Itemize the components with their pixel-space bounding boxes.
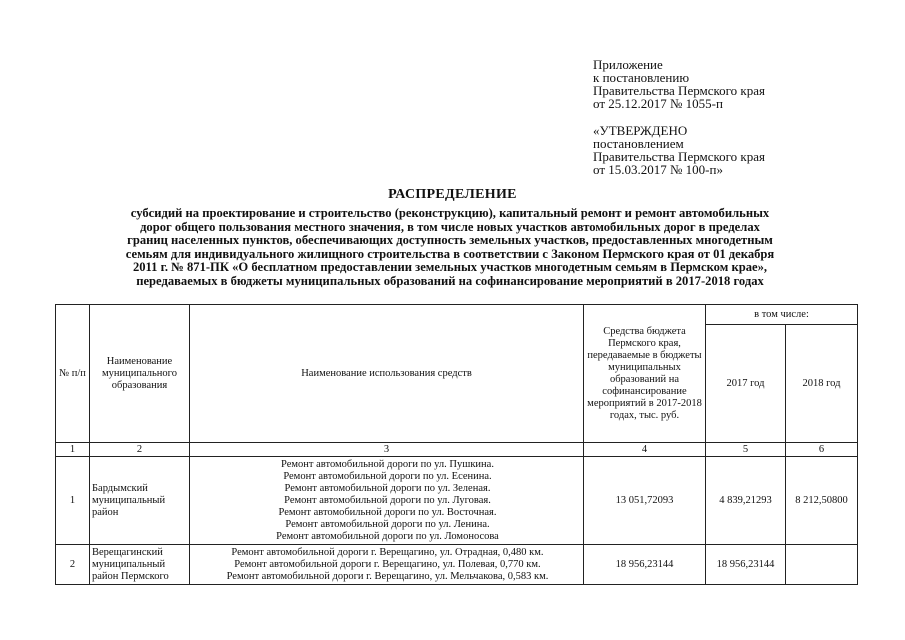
- table-row: [56, 545, 858, 585]
- row-purposes: [190, 457, 584, 545]
- subtitle-line: передаваемых в бюджеты муниципальных образований на софинансирование мероприятий в 2017-2018 годах: [136, 273, 764, 288]
- column-number: 1: [56, 443, 90, 457]
- column-number: 3: [190, 443, 584, 457]
- column-number-row: [56, 443, 858, 457]
- approval-line: Правительства Пермского края: [593, 149, 765, 164]
- header-purpose: Наименование использования средств: [190, 305, 584, 443]
- column-number: 6: [786, 443, 858, 457]
- row-2017: 4 839,21293: [706, 457, 786, 545]
- row-num: 2: [56, 545, 90, 585]
- document-title: РАСПРЕДЕЛЕНИЕ: [388, 187, 517, 202]
- row-2018: 8 212,50800: [786, 457, 858, 545]
- purpose-item: Ремонт автомобильной дороги г. Верещагино, ул. Отрадная, 0,480 км.: [231, 546, 544, 558]
- row-purposes: [190, 545, 584, 585]
- header-budget: Средства бюджета Пермского края, передаваемые в бюджеты муниципальных образований на софинансирование мероприятий в 2017-2018 годах, тыс. руб.: [584, 305, 706, 443]
- purpose-item: Ремонт автомобильной дороги г. Верещагино, ул. Мельчакова, 0,583 км.: [226, 570, 549, 582]
- purpose-item: Ремонт автомобильной дороги г. Верещагино, ул. Полевая, 0,770 км.: [234, 558, 541, 570]
- header-2018: 2018 год: [786, 325, 858, 443]
- purpose-item: Ремонт автомобильной дороги по ул. Зеленая.: [284, 482, 491, 494]
- row-total: 13 051,72093: [584, 457, 706, 545]
- header-num: № п/п: [56, 305, 90, 443]
- row-total: 18 956,23144: [584, 545, 706, 585]
- header-including: в том числе:: [706, 305, 858, 325]
- subtitle-line: дорог общего пользования местного значения, в том числе новых участков автомобильных дорог в пределах: [140, 219, 760, 234]
- column-number: 4: [584, 443, 706, 457]
- row-municipality: Верещагинский муниципальный район Пермского: [90, 545, 190, 585]
- row-2017: 18 956,23144: [706, 545, 786, 585]
- purpose-item: Ремонт автомобильной дороги по ул. Восточная.: [278, 506, 497, 518]
- subtitle-line: субсидий на проектирование и строительство (реконструкцию), капитальный ремонт и ремонт автомобильных: [130, 206, 770, 220]
- subtitle-line: границ населенных пунктов, обеспечивающих доступность земельных участков, предоставленных многодетным: [127, 233, 773, 248]
- purpose-item: Ремонт автомобильной дороги по ул. Ломоносова: [276, 530, 499, 542]
- header-2017: 2017 год: [706, 325, 786, 443]
- approval-line: от 15.03.2017 № 100-п»: [593, 162, 723, 177]
- approval-block: [593, 124, 765, 176]
- appendix-line: от 25.12.2017 № 1055-п: [593, 96, 723, 111]
- document-subtitle: [55, 207, 845, 289]
- table-row: [56, 457, 858, 545]
- purpose-item: Ремонт автомобильной дороги по ул. Пушкина.: [281, 458, 494, 470]
- row-num: 1: [56, 457, 90, 545]
- appendix-block: [593, 58, 765, 110]
- purpose-item: Ремонт автомобильной дороги по ул. Луговая.: [284, 494, 491, 506]
- approval-line: «УТВЕРЖДЕНО: [593, 123, 688, 138]
- appendix-line: Правительства Пермского края: [593, 83, 765, 98]
- subtitle-line: семьям для индивидуального жилищного строительства в соответствии с Законом Пермского края от 01 декабря: [125, 246, 775, 261]
- appendix-line: Приложение: [593, 57, 663, 72]
- column-number: 2: [90, 443, 190, 457]
- row-municipality: Бардымский муниципальный район: [90, 457, 190, 545]
- header-municipality: Наименование муниципального образования: [90, 305, 190, 443]
- distribution-table: [55, 304, 858, 585]
- subtitle-line: 2011 г. № 871-ПК «О бесплатном предоставлении земельных участков многодетным семьям в Пермском крае»,: [132, 260, 768, 275]
- purpose-item: Ремонт автомобильной дороги по ул. Есенина.: [283, 470, 492, 482]
- column-number: 5: [706, 443, 786, 457]
- row-2018: [786, 545, 858, 585]
- approval-line: постановлением: [593, 136, 684, 151]
- appendix-line: к постановлению: [593, 70, 690, 85]
- purpose-item: Ремонт автомобильной дороги по ул. Ленина.: [285, 518, 490, 530]
